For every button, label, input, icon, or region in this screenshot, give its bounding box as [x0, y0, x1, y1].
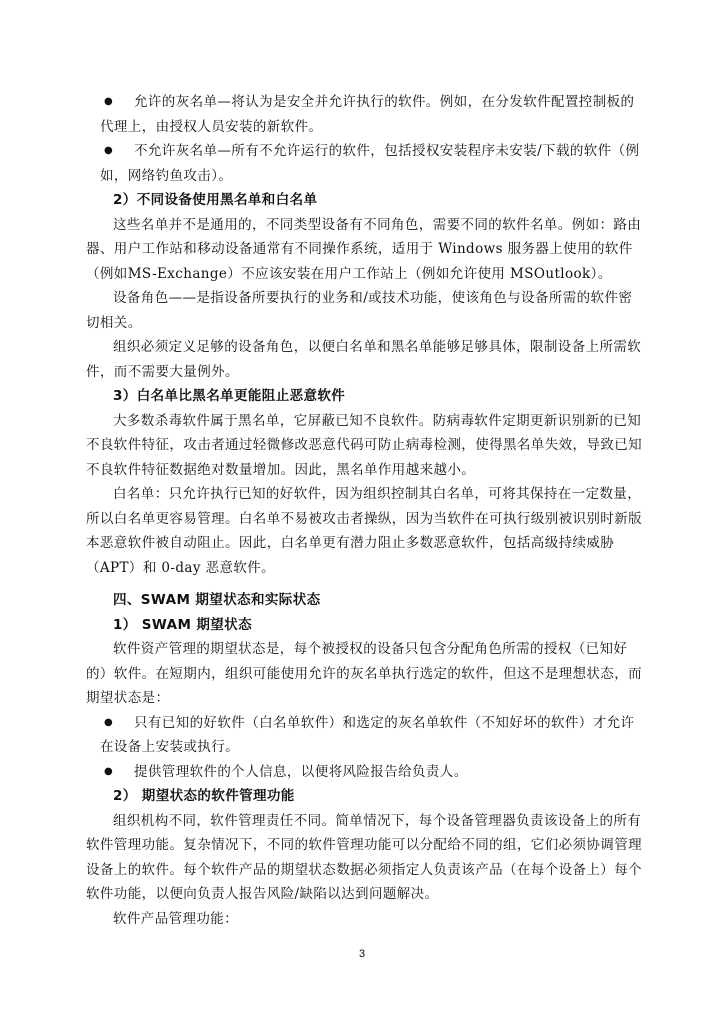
chapter-heading: 四、SWAM 期望状态和实际状态	[113, 592, 321, 608]
bullet-text: 只有已知的好软件（白名单软件）和选定的灰名单软件（不知好坏的软件）才允许在设备上安装或执行。	[100, 714, 635, 755]
bullet-dot-icon: ●	[104, 145, 114, 156]
paragraph: 软件产品管理功能：	[113, 910, 239, 927]
paragraph: 设备角色——是指设备所要执行的业务和/或技术功能，使该角色与设备所需的软件密切相关。	[86, 290, 633, 331]
paragraph: 组织机构不同，软件管理责任不同。简单情况下，每个设备管理器负责该设备上的所有软件管理功能。复杂情况下，不同的软件管理功能可以分配给不同的组，它们必须协调管理设备上的软件。每个软件产品的期望状态数据必须指定人负责该产品（在每个设备上）每个软件功能，以便向负责人报告风险/缺陷以达到问题解决。	[86, 812, 642, 902]
bullet-item	[86, 760, 642, 785]
paragraph: 软件资产管理的期望状态是，每个被授权的设备只包含分配角色所需的授权（已知好的）软件。在短期内，组织可能使用允许的灰名单执行选定的软件，但这不是理想状态，而期望状态是：	[86, 641, 642, 706]
paragraph: 这些名单并不是通用的，不同类型设备有不同角色，需要不同的软件名单。例如：路由器、用户工作站和移动设备通常有不同操作系统，适用于 Windows 服务器上使用的软件（例如MS-Exchange）不应该安装在用户工作站上（例如允许使用 MSOutlook）。	[86, 216, 642, 282]
section-heading: 2） 期望状态的软件管理功能	[113, 788, 295, 804]
paragraph: 组织必须定义足够的设备角色，以便白名单和黑名单能够足够具体，限制设备上所需软件，而不需要大量例外。	[86, 339, 642, 380]
bullet-dot-icon: ●	[104, 765, 114, 777]
bullet-text: 提供管理软件的个人信息，以便将风险报告给负责人。	[134, 763, 468, 780]
bullet-text: 不允许灰名单—所有不允许运行的软件，包括授权安装程序未安装/下载的软件（例如，网络钓鱼攻击）。	[100, 143, 640, 184]
page-content	[86, 90, 642, 931]
section-heading: 2）不同设备使用黑名单和白名单	[113, 192, 318, 208]
bullet-item	[86, 139, 642, 188]
bullet-item	[86, 711, 642, 760]
paragraph: 大多数杀毒软件属于黑名单，它屏蔽已知不良软件。防病毒软件定期更新识别新的已知不良软件特征，攻击者通过轻微修改恶意代码可防止病毒检测，使得黑名单失效，导致已知不良软件特征数据绝对数量增加。因此，黑名单作用越来越小。	[86, 412, 642, 478]
page-number: 3	[358, 948, 366, 960]
bullet-text: 允许的灰名单—将认为是安全并允许执行的软件。例如，在分发软件配置控制板的代理上，由授权人员安装的新软件。	[100, 94, 635, 135]
bullet-item	[86, 90, 642, 139]
section-heading: 1） SWAM 期望状态	[113, 616, 252, 633]
paragraph: 白名单：只允许执行已知的好软件，因为组织控制其白名单，可将其保持在一定数量，所以白名单更容易管理。白名单不易被攻击者操纵，因为当软件在可执行级别被识别时新版本恶意软件被自动阻止。因此，白名单更有潜力阻止多数恶意软件，包括高级持续威胁（APT）和 0-day 恶意软件。	[86, 486, 642, 576]
section-heading: 3）白名单比黑名单更能阻止恶意软件	[113, 388, 346, 404]
bullet-dot-icon: ●	[104, 96, 114, 107]
bullet-dot-icon: ●	[104, 716, 114, 728]
